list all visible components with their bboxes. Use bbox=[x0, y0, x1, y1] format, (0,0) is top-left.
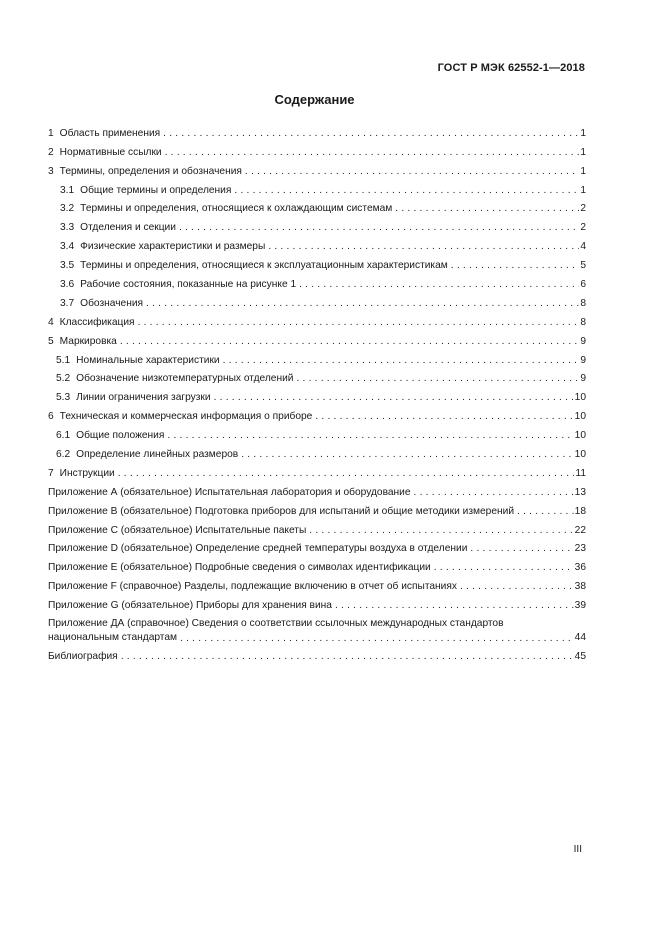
toc-title: Содержание bbox=[274, 92, 355, 107]
toc-leader-dots bbox=[313, 411, 573, 423]
toc-leader-dots bbox=[468, 543, 573, 555]
toc-leader-dots bbox=[116, 468, 575, 480]
toc-leader-dots bbox=[266, 241, 579, 253]
toc-entry[interactable] bbox=[48, 461, 586, 480]
toc-entry-number: 4 bbox=[48, 316, 54, 328]
toc-entry-label: Область применения bbox=[59, 127, 161, 139]
toc-leader-dots bbox=[294, 373, 579, 385]
toc-entry-appendix[interactable] bbox=[48, 537, 586, 556]
toc-entry-label: Обозначения bbox=[80, 297, 144, 309]
toc-entry-label: Приложение С (обязательное) Испытательные пакеты bbox=[48, 524, 307, 536]
toc-entry-label: Техническая и коммерческая информация о приборе bbox=[59, 411, 313, 423]
toc-entry-number: 7 bbox=[48, 467, 54, 479]
toc-entry[interactable] bbox=[48, 348, 586, 367]
toc-leader-dots bbox=[136, 317, 580, 329]
toc-entry-page: 39 bbox=[574, 600, 586, 612]
toc-entry-page: 2 bbox=[580, 222, 586, 234]
toc-leader-dots bbox=[239, 449, 573, 461]
toc-entry-label: Приложение А (обязательное) Испытательная лаборатория и оборудование bbox=[48, 486, 411, 498]
toc-entry-label: Нормативные ссылки bbox=[59, 146, 162, 158]
toc-entry-label: Номинальные характеристики bbox=[76, 354, 220, 366]
toc-entry-number: 6.2 bbox=[56, 449, 71, 461]
toc-entry-page: 10 bbox=[574, 449, 586, 461]
toc-entry-label: Приложение F (справочное) Разделы, подлежащие включению в отчет об испытаниях bbox=[48, 581, 457, 593]
toc-entry-number: 3.4 bbox=[60, 241, 75, 253]
toc-entry-page: 23 bbox=[574, 543, 586, 555]
toc-entry-appendix[interactable] bbox=[48, 612, 586, 644]
toc-entry-page: 8 bbox=[580, 316, 586, 328]
toc-entry-continuation bbox=[48, 630, 586, 644]
toc-entry-page: 1 bbox=[580, 127, 586, 139]
toc-entry-label: Общие положения bbox=[76, 430, 165, 442]
toc-entry-label: Общие термины и определения bbox=[80, 184, 232, 196]
toc-entry-label: Термины и определения, относящиеся к эксплуатационным характеристикам bbox=[80, 260, 448, 272]
toc-entry-appendix[interactable] bbox=[48, 499, 586, 518]
toc-entry-number: 5 bbox=[48, 335, 54, 347]
toc-entry-number: 3 bbox=[48, 165, 54, 177]
toc-entry-page: 1 bbox=[580, 184, 586, 196]
toc-entry[interactable] bbox=[48, 329, 586, 348]
toc-entry-number: 3.3 bbox=[60, 222, 75, 234]
toc-entry[interactable] bbox=[48, 253, 586, 272]
toc-entry[interactable] bbox=[48, 423, 586, 442]
toc-entry-page: 10 bbox=[574, 430, 586, 442]
toc-entry-page: 22 bbox=[574, 524, 586, 536]
toc-entry-page: 45 bbox=[574, 651, 586, 663]
toc-leader-dots bbox=[232, 185, 579, 197]
toc-entry-appendix[interactable] bbox=[48, 480, 586, 499]
toc-entry-page: 2 bbox=[580, 203, 586, 215]
toc-entry-page: 38 bbox=[574, 581, 586, 593]
toc-entry[interactable] bbox=[48, 121, 586, 140]
toc-entry-label: Классификация bbox=[59, 316, 135, 328]
toc-entry-page: 6 bbox=[580, 279, 586, 291]
document-standard-number: ГОСТ Р МЭК 62552-1—2018 bbox=[437, 62, 585, 74]
toc-leader-dots bbox=[449, 260, 580, 272]
toc-entry-appendix[interactable] bbox=[48, 555, 586, 574]
toc-entry-page: 5 bbox=[580, 260, 586, 272]
toc-entry-label: Физические характеристики и размеры bbox=[80, 241, 266, 253]
toc-entry-number: 5.3 bbox=[56, 392, 71, 404]
toc-entry-appendix[interactable] bbox=[48, 574, 586, 593]
toc-entry-number: 1 bbox=[48, 127, 54, 139]
toc-entry[interactable] bbox=[48, 197, 586, 216]
toc-entry-page: 10 bbox=[574, 411, 586, 423]
toc-entry-page: 44 bbox=[574, 632, 586, 644]
toc-entry-page: 8 bbox=[580, 297, 586, 309]
toc-entry[interactable] bbox=[48, 367, 586, 386]
toc-leader-dots bbox=[212, 392, 574, 404]
toc-entry-label: Приложение Е (обязательное) Подробные сведения о символах идентификации bbox=[48, 562, 431, 574]
toc-entry-label: Термины и определения, относящиеся к охлаждающим системам bbox=[80, 203, 393, 215]
toc-entry-label: Определение линейных размеров bbox=[76, 449, 239, 461]
toc-leader-dots bbox=[163, 147, 580, 159]
toc-entry-page: 9 bbox=[580, 354, 586, 366]
toc-entry-label: Линии ограничения загрузки bbox=[76, 392, 211, 404]
toc-entry[interactable] bbox=[48, 291, 586, 310]
toc-entry-number: 2 bbox=[48, 146, 54, 158]
toc-leader-dots bbox=[515, 506, 574, 518]
toc-entry-page: 1 bbox=[580, 165, 586, 177]
toc-entry[interactable] bbox=[48, 178, 586, 197]
toc-entry-label: Приложение D (обязательное) Определение средней температуры воздуха в отделении bbox=[48, 543, 468, 555]
toc-entry-number: 3.6 bbox=[60, 279, 75, 291]
toc-leader-dots bbox=[177, 222, 579, 234]
toc-leader-dots bbox=[118, 336, 579, 348]
toc-leader-dots bbox=[178, 632, 574, 644]
toc-entry-label: Рабочие состояния, показанные на рисунке 1 bbox=[80, 279, 297, 291]
toc-leader-dots bbox=[458, 581, 574, 593]
toc-entry[interactable] bbox=[48, 215, 586, 234]
toc-entry-page: 36 bbox=[574, 562, 586, 574]
toc-leader-dots bbox=[307, 525, 573, 537]
toc-entry-label: Термины, определения и обозначения bbox=[59, 165, 242, 177]
toc-leader-dots bbox=[165, 430, 573, 442]
toc-leader-dots bbox=[119, 651, 574, 663]
toc-leader-dots bbox=[412, 487, 574, 499]
toc-entry-number: 6 bbox=[48, 411, 54, 423]
toc-entry-label-line2: национальным стандартам bbox=[48, 632, 178, 644]
toc-entry-number: 3.7 bbox=[60, 297, 75, 309]
toc-entry-label: Библиография bbox=[48, 651, 118, 663]
toc-entry-page: 13 bbox=[574, 486, 586, 498]
toc-entry-label: Инструкции bbox=[59, 467, 115, 479]
toc-leader-dots bbox=[297, 279, 579, 291]
toc-leader-dots bbox=[243, 166, 579, 178]
toc-entry-label: Отделения и секции bbox=[80, 222, 176, 234]
toc-entry[interactable] bbox=[48, 272, 586, 291]
toc-entry[interactable] bbox=[48, 234, 586, 253]
toc-entry-appendix[interactable] bbox=[48, 518, 586, 537]
toc-entry-label: Маркировка bbox=[59, 335, 117, 347]
toc-entry-label: Приложение В (обязательное) Подготовка приборов для испытаний и общие методики измерений bbox=[48, 505, 515, 517]
toc-entry[interactable] bbox=[48, 310, 586, 329]
toc-entry-label: Обозначение низкотемпературных отделений bbox=[76, 373, 294, 385]
toc-entry[interactable] bbox=[48, 385, 586, 404]
toc-entry-bibliography[interactable] bbox=[48, 644, 586, 663]
table-of-contents bbox=[48, 121, 586, 663]
toc-entry-number: 3.1 bbox=[60, 184, 75, 196]
toc-leader-dots bbox=[333, 600, 574, 612]
toc-leader-dots bbox=[161, 128, 579, 140]
toc-entry[interactable] bbox=[48, 159, 586, 178]
toc-entry[interactable] bbox=[48, 404, 586, 423]
toc-entry-label: Приложение ДА (справочное) Сведения о соответствии ссылочных международных стандартов bbox=[48, 618, 504, 630]
toc-entry-number: 5.1 bbox=[56, 354, 71, 366]
toc-leader-dots bbox=[144, 298, 579, 310]
toc-entry-number: 5.2 bbox=[56, 373, 71, 385]
toc-entry-page: 18 bbox=[574, 505, 586, 517]
toc-leader-dots bbox=[393, 203, 579, 215]
toc-leader-dots bbox=[432, 562, 574, 574]
page-number: III bbox=[573, 844, 582, 855]
toc-leader-dots bbox=[221, 355, 580, 367]
toc-entry[interactable] bbox=[48, 140, 586, 159]
toc-entry[interactable] bbox=[48, 442, 586, 461]
toc-entry-number: 6.1 bbox=[56, 430, 71, 442]
toc-entry-page: 9 bbox=[580, 335, 586, 347]
toc-entry-page: 10 bbox=[574, 392, 586, 404]
toc-entry-page: 4 bbox=[580, 241, 586, 253]
toc-entry-page: 1 bbox=[580, 146, 586, 158]
toc-entry-page: 11 bbox=[575, 467, 586, 479]
toc-entry-page: 9 bbox=[580, 373, 586, 385]
toc-entry-appendix[interactable] bbox=[48, 593, 586, 612]
toc-entry-label: Приложение G (обязательное) Приборы для хранения вина bbox=[48, 600, 332, 612]
toc-entry-number: 3.2 bbox=[60, 203, 75, 215]
toc-entry-number: 3.5 bbox=[60, 260, 75, 272]
